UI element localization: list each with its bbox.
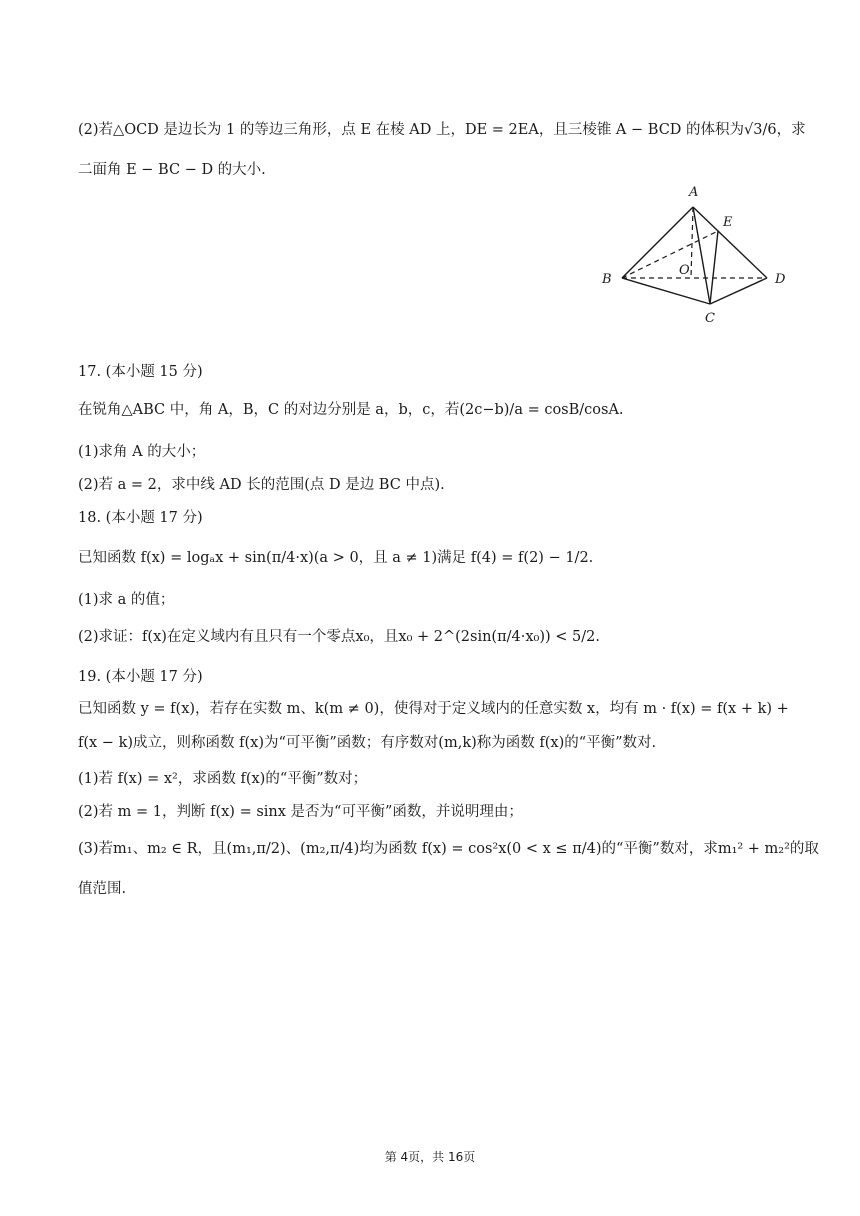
p17-q2: (2)若 a = 2，求中线 AD 长的范围(点 D 是边 BC 中点).	[78, 477, 445, 493]
p19-q3-line1: (3)若m₁、m₂ ∈ R，且(m₁,π/2)、(m₂,π/4)均为函数 f(x) = cos²x(0 < x ≤ π/4)的“平衡”数对，求m₁² + m₂²的取	[78, 841, 819, 857]
p19-q1: (1)若 f(x) = x²，求函数 f(x)的“平衡”数对；	[78, 771, 368, 787]
p16-part2-line2: 二面角 E − BC − D 的大小.	[78, 162, 266, 178]
tetrahedron-figure	[595, 180, 795, 325]
figure-label-o: O	[679, 263, 690, 278]
p19-q3-line2: 值范围.	[78, 881, 127, 897]
p17-q1: (1)求角 A 的大小；	[78, 444, 206, 460]
p18-header: 18. (本小题 17 分)	[78, 510, 203, 526]
figure-label-c: C	[705, 311, 715, 325]
p17-header: 17. (本小题 15 分)	[78, 364, 203, 380]
p19-stem-line1: 已知函数 y = f(x)，若存在实数 m、k(m ≠ 0)，使得对于定义域内的任意实数 x，均有 m · f(x) = f(x + k) +	[78, 701, 789, 717]
p16-part2-line1: (2)若△OCD 是边长为 1 的等边三角形，点 E 在棱 AD 上，DE = 2EA，且三棱锥 A − BCD 的体积为√3/6，求	[78, 122, 806, 138]
figure-label-a: A	[689, 185, 699, 200]
p18-q2: (2)求证：f(x)在定义域内有且只有一个零点x₀，且x₀ + 2^(2sin(π/4·x₀)) < 5/2.	[78, 629, 600, 645]
page-footer: 第 4页，共 16页	[384, 1150, 476, 1164]
figure-label-b: B	[602, 272, 612, 287]
p18-stem: 已知函数 f(x) = logₐx + sin(π/4·x)(a > 0，且 a ≠ 1)满足 f(4) = f(2) − 1/2.	[78, 550, 594, 566]
p17-stem: 在锐角△ABC 中，角 A，B，C 的对边分别是 a，b，c，若(2c−b)/a = cosB/cosA.	[78, 402, 624, 418]
p18-q1: (1)求 a 的值；	[78, 592, 175, 608]
figure-label-d: D	[775, 272, 786, 287]
p19-header: 19. (本小题 17 分)	[78, 669, 203, 685]
figure-label-e: E	[723, 215, 733, 230]
p19-stem-line2: f(x − k)成立，则称函数 f(x)为“可平衡”函数；有序数对(m,k)称为函数 f(x)的“平衡”数对.	[78, 735, 657, 751]
p19-q2: (2)若 m = 1，判断 f(x) = sinx 是否为“可平衡”函数，并说明理由；	[78, 804, 523, 820]
